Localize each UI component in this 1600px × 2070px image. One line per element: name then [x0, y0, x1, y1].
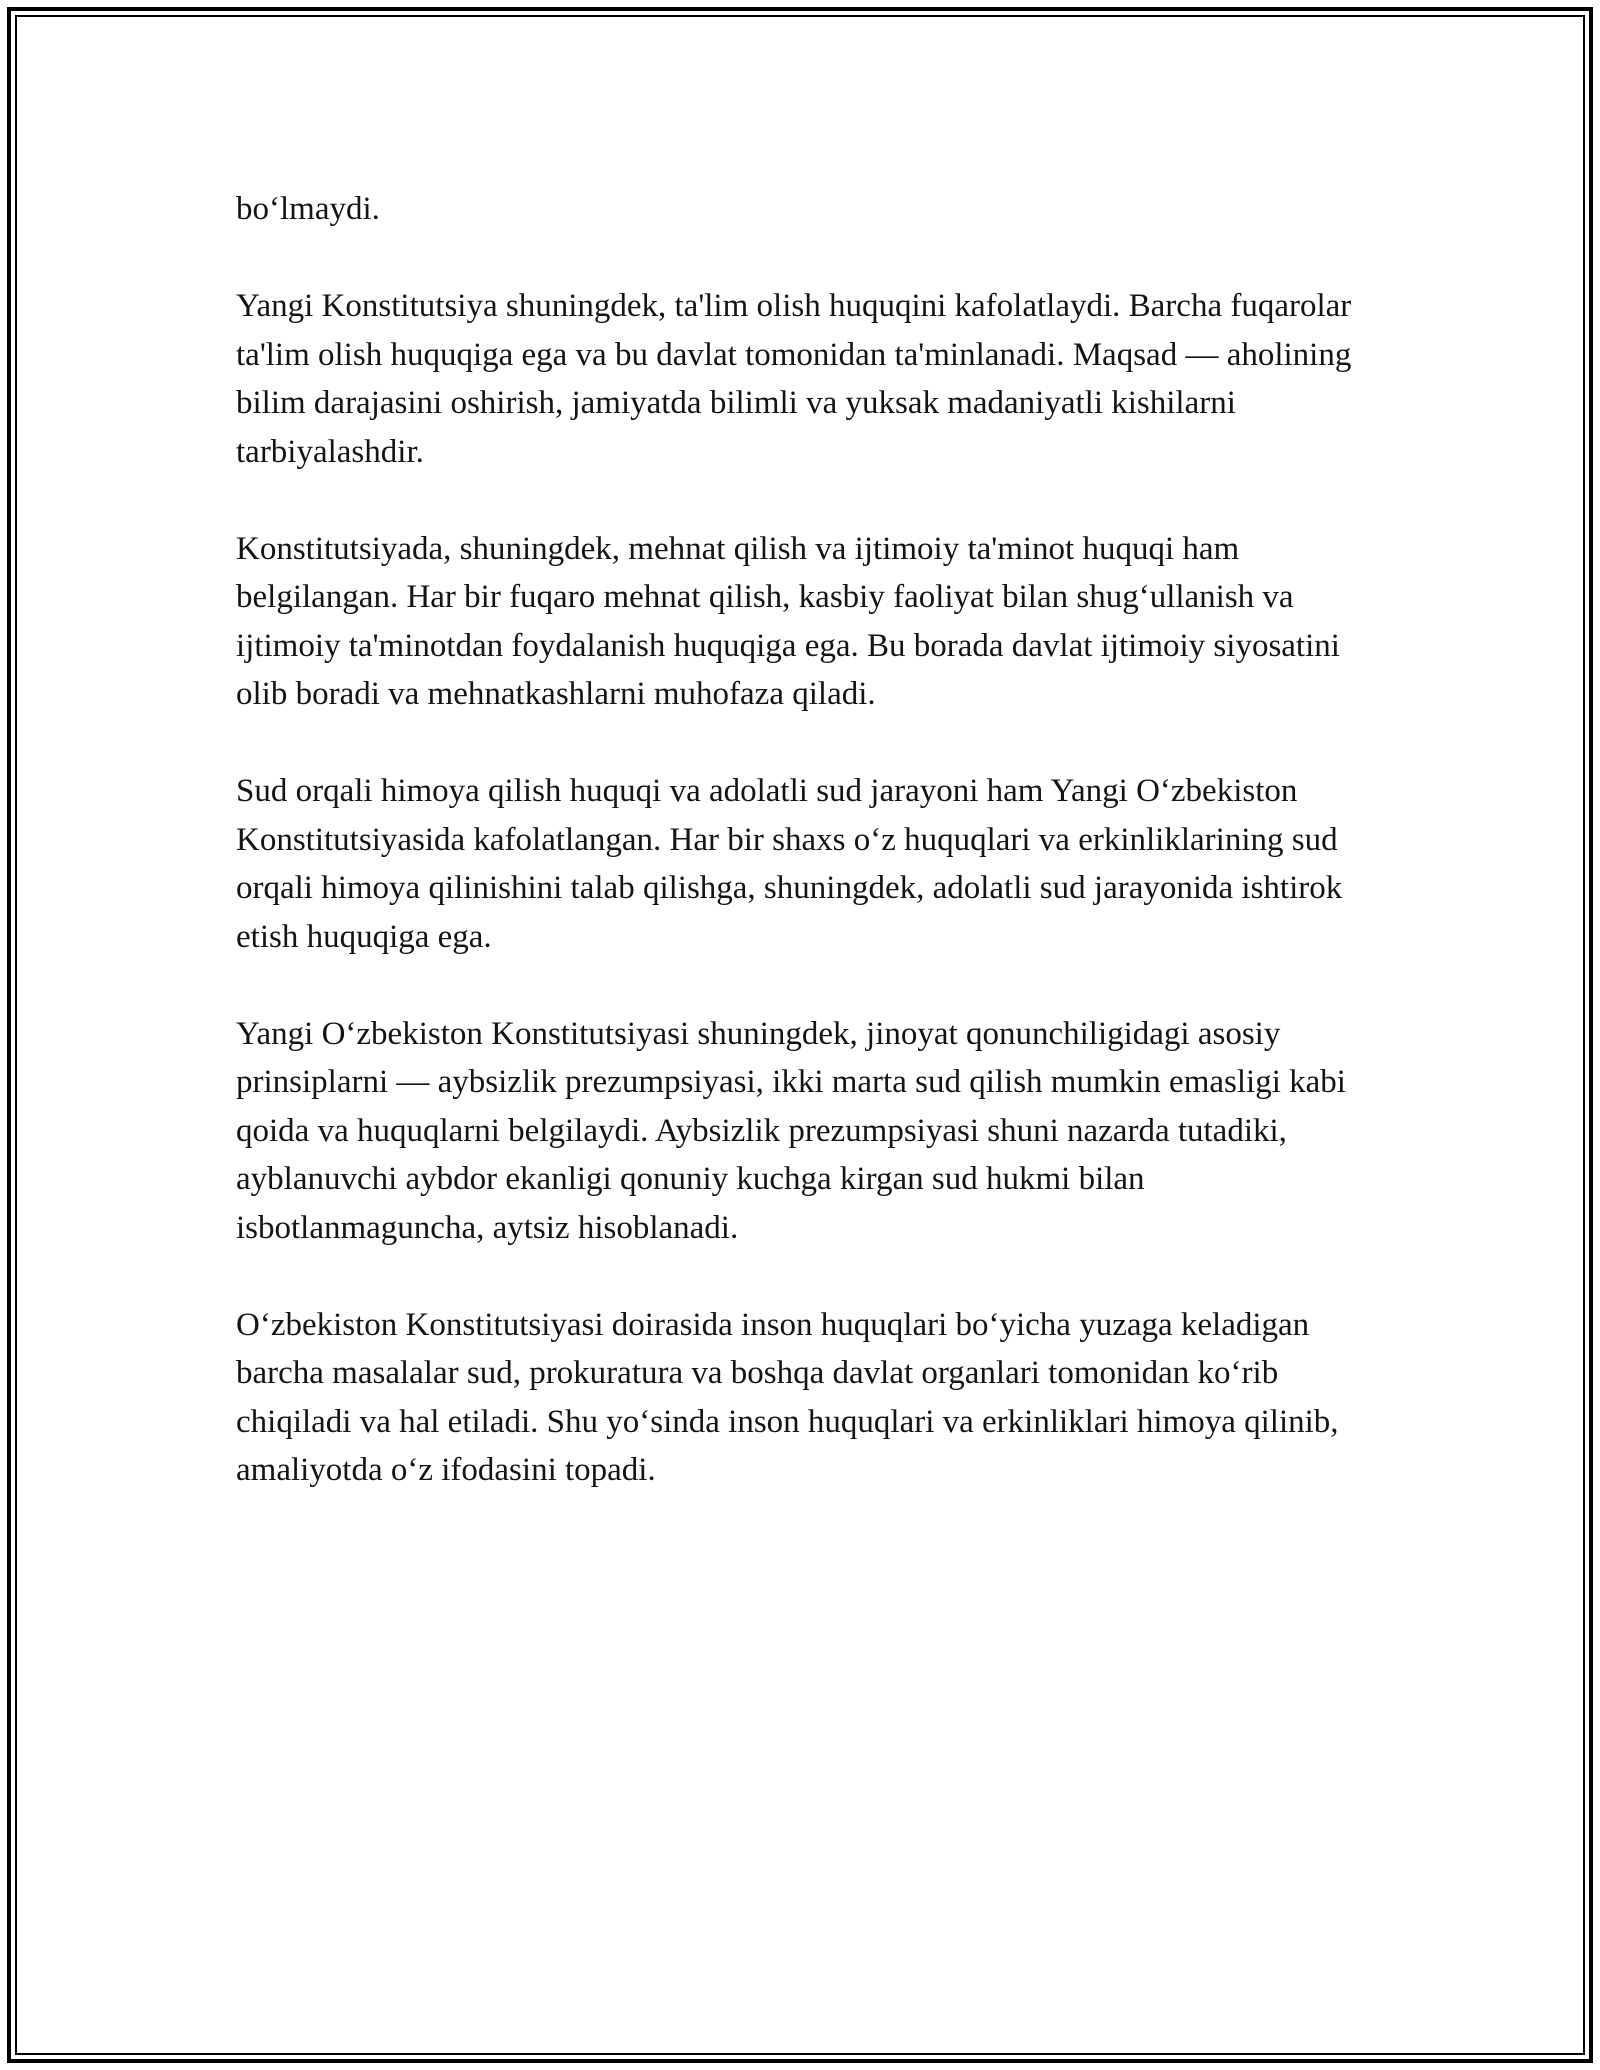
paragraph-judicial-protection: Sud orqali himoya qilish huquqi va adolatli sud jarayoni ham Yangi O‘zbekiston Konstitutsiyasida kafolatlangan. Har bir shaxs o‘z huquqlari va erkinliklarining sud orqali himoya qilinishini talab qilishga, shuningdek, adolatli sud jarayonida ishtirok etish huquqiga ega. [236, 773, 1343, 955]
paragraph-education-right: Yangi Konstitutsiya shuningdek, ta'lim olish huquqini kafolatlaydi. Barcha fuqarolar ta'lim olish huquqiga ega va bu davlat tomonidan ta'minlanadi. Maqsad — aholining bilim darajasini oshirish, jamiyatda bilimli va yuksak madaniyatli kishilarni tarbiyalashdir. [236, 288, 1352, 470]
paragraph-human-rights-bodies: O‘zbekiston Konstitutsiyasi doirasida inson huquqlari bo‘yicha yuzaga keladigan barcha masalalar sud, prokuratura va boshqa davlat organlari tomonidan ko‘rib chiqiladi va hal etiladi. Shu yo‘sinda inson huquqlari va erkinliklari himoya qilinib, amaliyotda o‘z ifodasini topadi. [236, 1306, 1339, 1488]
document-body [236, 185, 1376, 1495]
paragraph-criminal-law-principles: Yangi O‘zbekiston Konstitutsiyasi shuningdek, jinoyat qonunchiligidagi asosiy prinsiplarni — aybsizlik prezumpsiyasi, ikki marta sud qilish mumkin emasligi kabi qoida va huquqlarni belgilaydi. Aybsizlik prezumpsiyasi shuni nazarda tutadiki, ayblanuvchi aybdor ekanligi qonuniy kuchga kirgan sud hukmi bilan isbotlanmaguncha, aytsiz hisoblanadi. [236, 1015, 1346, 1246]
paragraph-labor-social-security: Konstitutsiyada, shuningdek, mehnat qilish va ijtimoiy ta'minot huquqi ham belgilangan. Har bir fuqaro mehnat qilish, kasbiy faoliyat bilan shug‘ullanish va ijtimoiy ta'minotdan foydalanish huquqiga ega. Bu borada davlat ijtimoiy siyosatini olib boradi va mehnatkashlarni muhofaza qiladi. [236, 530, 1340, 712]
paragraph-continuation: bo‘lmaydi. [236, 191, 380, 227]
